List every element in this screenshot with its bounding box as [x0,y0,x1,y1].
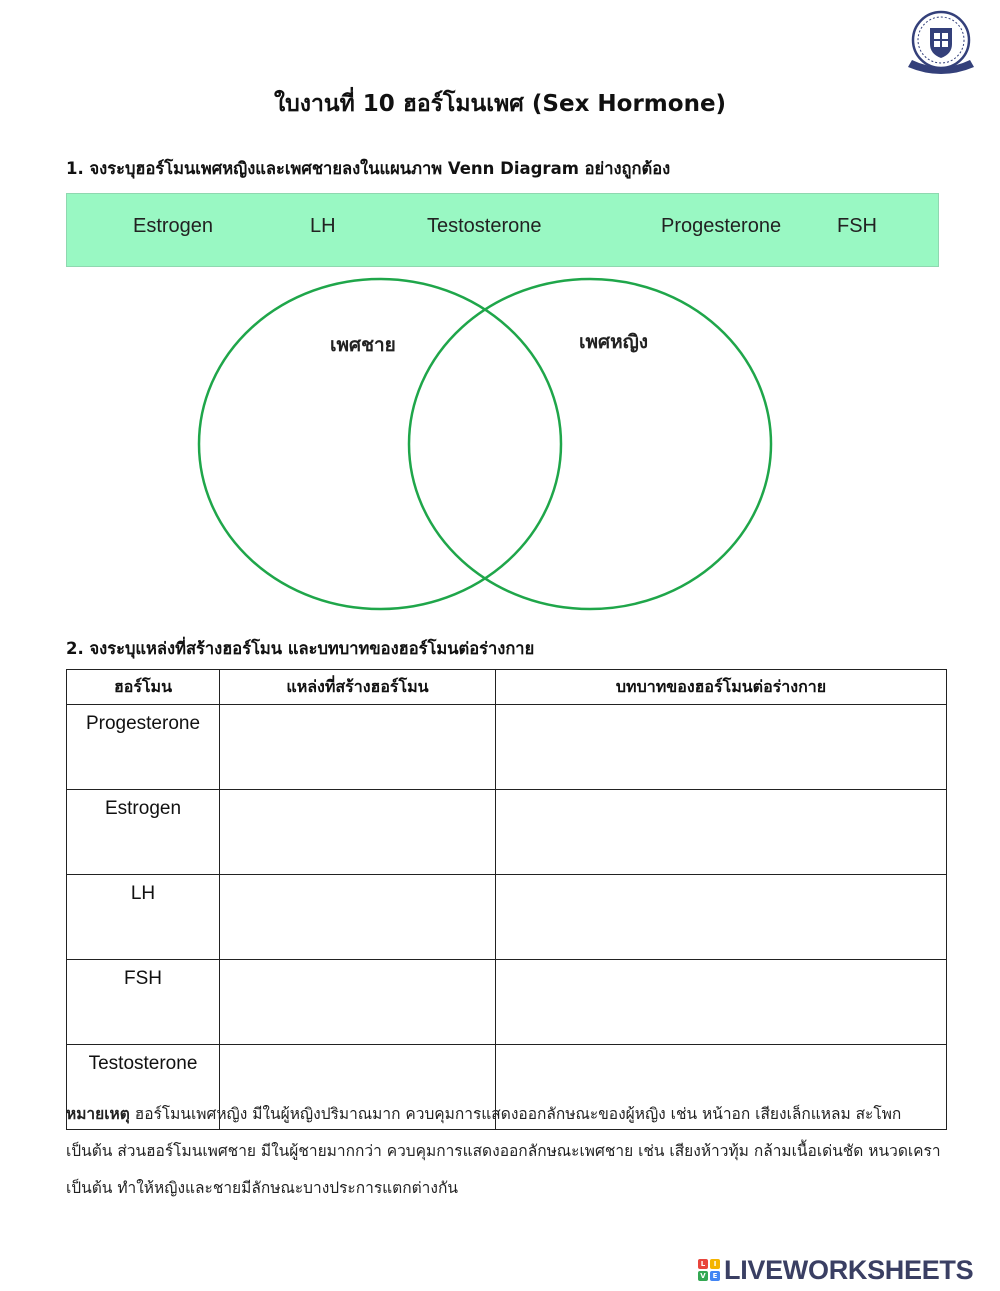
column-header-hormone: ฮอร์โมน [67,670,220,705]
table-row [67,875,947,960]
question-2-instruction: 2. จงระบุแหล่งที่สร้างฮอร์โมน และบทบาทของฮอร์โมนต่อร่างกาย [66,639,535,658]
venn-diagram [190,272,780,617]
column-header-source: แหล่งที่สร้างฮอร์โมน [220,670,496,705]
source-answer-cell[interactable] [220,790,496,875]
table-row [67,705,947,790]
source-answer-cell[interactable] [220,705,496,790]
column-header-role: บทบาทของฮอร์โมนต่อร่างกาย [496,670,947,705]
question-1-instruction: 1. จงระบุฮอร์โมนเพศหญิงและเพศชายลงในแผนภาพ Venn Diagram อย่างถูกต้อง [66,159,671,178]
source-answer-cell[interactable] [220,960,496,1045]
word-estrogen[interactable]: Estrogen [133,215,214,237]
word-fsh[interactable]: FSH [837,215,877,237]
liveworksheets-blocks-icon: L I V E [698,1259,720,1281]
liveworksheets-logo [698,1255,973,1285]
note-paragraph [66,1096,946,1207]
word-testosterone[interactable]: Testosterone [427,215,542,237]
hormone-name: Testosterone [67,1045,220,1130]
venn-female-label: เพศหญิง [579,331,649,353]
source-answer-cell[interactable] [220,875,496,960]
role-answer-cell[interactable] [496,960,947,1045]
role-answer-cell[interactable] [496,875,947,960]
hormone-name: FSH [67,960,220,1045]
hormone-name: LH [67,875,220,960]
role-answer-cell[interactable] [496,705,947,790]
word-lh[interactable]: LH [310,215,336,237]
table-header-row [67,670,947,705]
hormone-name: Estrogen [67,790,220,875]
word-progesterone[interactable]: Progesterone [661,215,782,237]
school-crest-icon [904,8,978,78]
venn-male-label: เพศชาย [330,334,396,356]
table-row [67,790,947,875]
page-title: ใบงานที่ 10 ฮอร์โมนเพศ (Sex Hormone) [273,91,727,117]
role-answer-cell[interactable] [496,790,947,875]
word-bank [66,193,939,267]
liveworksheets-brand: LIVEWORKSHEETS [724,1254,974,1285]
note-text: ฮอร์โมนเพศหญิง มีในผู้หญิงปริมาณมาก ควบคุมการแสดงออกลักษณะของผู้หญิง เช่น หน้าอก เสียงเล็กแหลม สะโพกเป็นต้น ส่วนฮอร์โมนเพศชาย มีในผู้ชายมากกว่า ควบคุมการแสดงออกลักษณะเพศชาย เช่น เสียงห้าวทุ้ม กล้ามเนื้อเด่นชัด หนวดเครา เป็นต้น ทำให้หญิงและชายมีลักษณะบางประการแตกต่างกัน [66,1105,941,1197]
venn-left-circle[interactable] [199,279,561,609]
hormone-table [66,669,947,1130]
hormone-name: Progesterone [67,705,220,790]
table-row [67,960,947,1045]
note-label: หมายเหตุ [66,1105,130,1123]
